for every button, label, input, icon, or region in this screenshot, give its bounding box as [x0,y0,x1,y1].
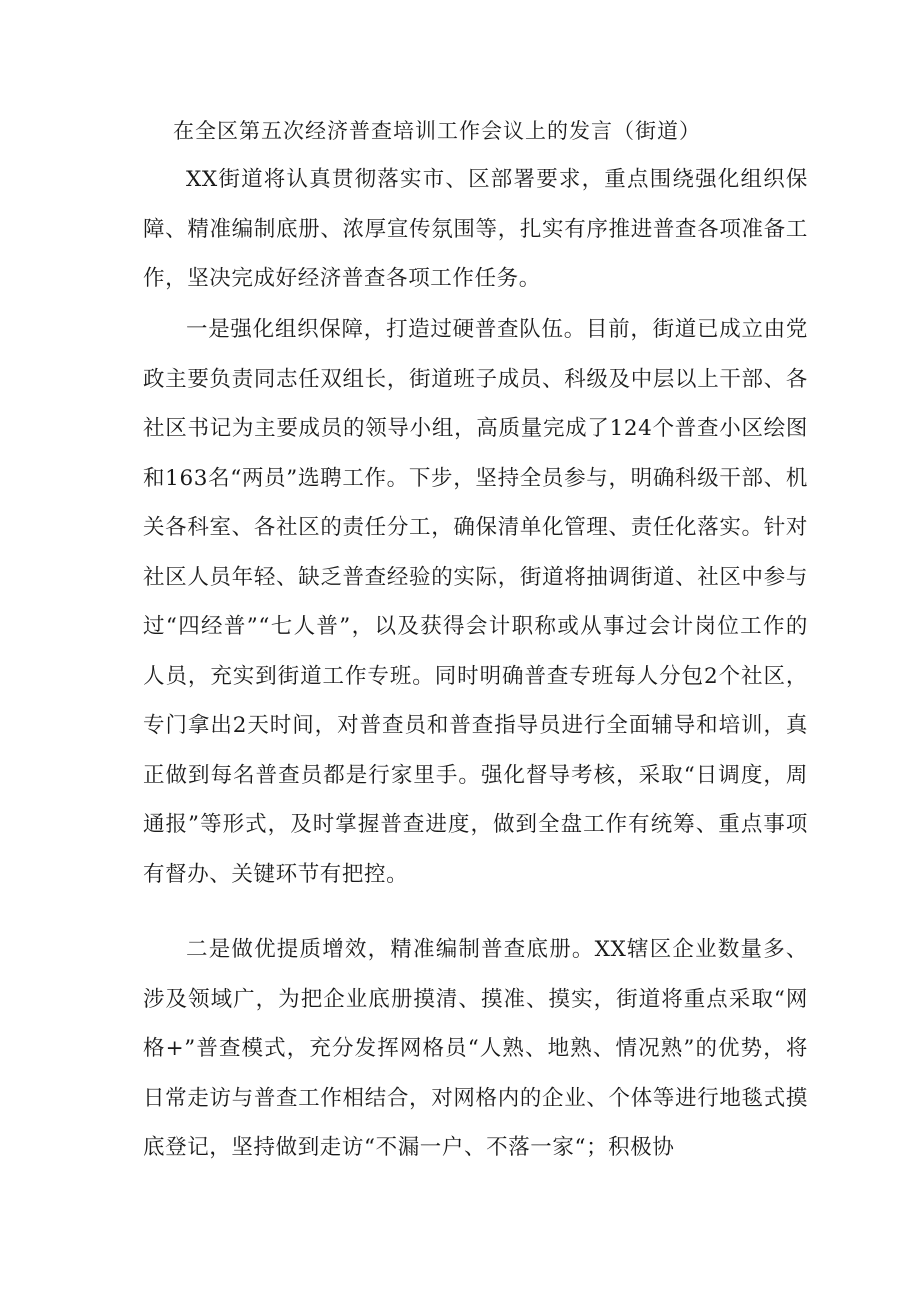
paragraph-register: 二是做优提质增效，精准编制普查底册。XX辖区企业数量多、涉及领域广，为把企业底册摸清、摸准、摸实，街道将重点采取“网格+”普查模式，充分发挥网格员“人熟、地熟、情况熟”的优势，将日常走访与普查工作相结合，对网格内的企业、个体等进行地毯式摸底登记，坚持做到走访“不漏一户、不落一家“；积极协 [143,937,808,1160]
paragraph-organization: 一是强化组织保障，打造过硬普查队伍。目前，街道已成立由党政主要负责同志任双组长，街道班子成员、科级及中层以上干部、各社区书记为主要成员的领导小组，高质量完成了124个普查小区绘图和163名“两员”选聘工作。下步，坚持全员参与，明确科级干部、机关各科室、各社区的责任分工，确保清单化管理、责任化落实。针对社区人员年轻、缺乏普查经验的实际，街道将抽调街道、社区中参与过“四经普”“七人普”，以及获得会计职称或从事过会计岗位工作的人员，充实到街道工作专班。同时明确普查专班每人分包2个社区，专门拿出2天时间，对普查员和普查指导员进行全面辅导和培训，真正做到每名普查员都是行家里手。强化督导考核，采取“日调度，周通报”等形式，及时掌握普查进度，做到全盘工作有统筹、重点事项有督办、关键环节有把控。 [143,317,808,887]
document-title: 在全区第五次经济普查培训工作会议上的发言（街道） [173,119,701,143]
paragraph-intro: XX街道将认真贯彻落实市、区部署要求，重点围绕强化组织保障、精准编制底册、浓厚宣传氛围等，扎实有序推进普查各项准备工作，坚决完成好经济普查各项工作任务。 [143,167,808,291]
